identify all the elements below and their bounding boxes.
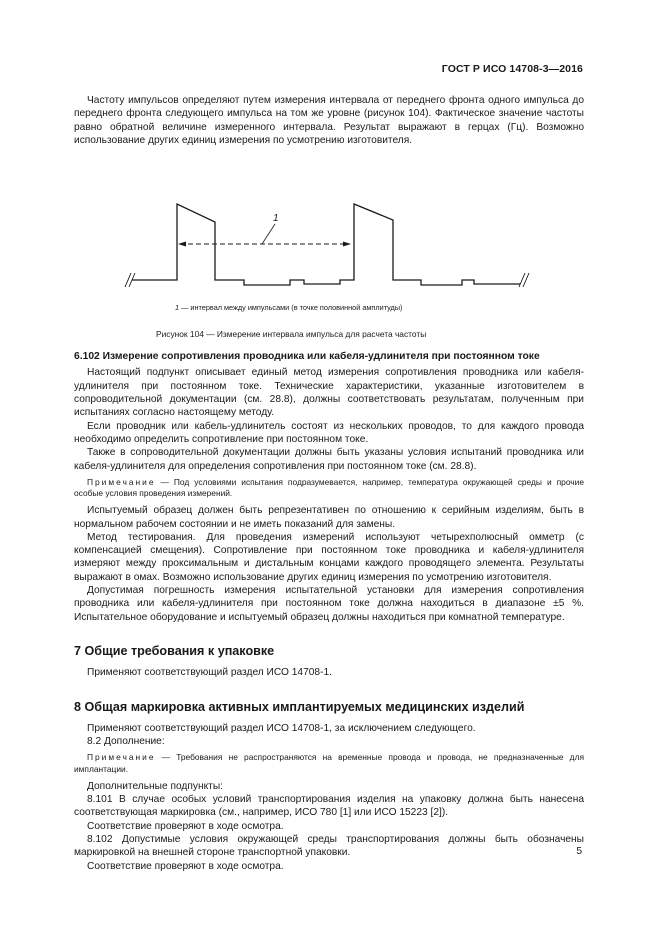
note-text: — Под условиями испытания подразумевается, например, температура окружающей среды и прочие особые условия проведения измерений.	[74, 476, 584, 499]
page-header-standard: ГОСТ Р ИСО 14708-3—2016	[441, 63, 583, 75]
paragraph: 8.102 Допустимые условия окружающей среды транспортирования должны быть обозначены маркировкой на внешней стороне транспортной упаковки.	[74, 834, 584, 859]
paragraph: Дополнительные подпункты:	[87, 780, 224, 792]
intro-paragraph: Частоту импульсов определяют путем измерения интервала от переднего фронта одного импульса до переднего фронта следующего импульса на том же уровне (рисунок 104). Фактическое значение частоты равно обратной величине измеренного интервала. Результат выражают в герцах (Гц). Возможно использование других единиц измерения по усмотрению изготовителя.	[74, 95, 584, 146]
legend-number: 1	[175, 303, 180, 313]
paragraph: Испытуемый образец должен быть репрезентативен по отношению к серийным изделиям, быть в нормальном рабочем состоянии и не иметь показаний для замены.	[74, 505, 584, 530]
section-8-heading: 8 Общая маркировка активных имплантируемых медицинских изделий	[74, 699, 525, 714]
figure-caption: Рисунок 104 — Измерение интервала импульса для расчета частоты	[156, 329, 427, 340]
paragraph: Метод тестирования. Для проведения измерений используют четырехполюсный омметр (с компенсацией смещения). Сопротивление при постоянном токе проводника и кабеля-удлинителя измеряют между проксимальным и дистальным концами каждого проводящего элемента. Результаты выражают в омах. Возможно использование других единиц измерения по усмотрению изготовителя.	[74, 531, 584, 583]
figure-legend	[175, 301, 402, 314]
section-7-heading: 7 Общие требования к упаковке	[74, 643, 275, 658]
paragraph: Применяют соответствующий раздел ИСО 14708-1.	[87, 667, 332, 679]
paragraph: Настоящий подпункт описывает единый метод измерения сопротивления проводника или кабеля-удлинителя при постоянном токе. Технические характеристики, указанные изготовителем в сопроводительной документации (см. 28.8), должны соответствовать результатам, полученным при испытаниях согласно настоящему методу.	[74, 367, 584, 419]
page-content	[74, 94, 584, 873]
paragraph: Также в сопроводительной документации должны быть указаны условия испытаний проводника или кабеля-удлинителя для определения сопротивления при постоянном токе (см. 28.8).	[74, 447, 584, 472]
paragraph: Если проводник или кабель-удлинитель состоят из нескольких проводов, то для каждого провода необходимо определить сопротивление при постоянном токе.	[74, 420, 584, 445]
note-6-102	[74, 477, 584, 499]
pulse-diagram	[122, 163, 532, 293]
note-8-2	[74, 752, 584, 774]
interval-dimension	[178, 224, 351, 247]
paragraph: Соответствие проверяют в ходе осмотра.	[87, 860, 284, 872]
page-number: 5	[576, 846, 582, 857]
paragraph: 8.101 В случае особых условий транспортирования изделия на упаковку должна быть нанесена соответствующая маркировка (см., например, ИСО 780 [1] или ИСО 15223 [2]).	[74, 794, 584, 819]
pulse-waveform	[132, 204, 520, 285]
paragraph: 8.2 Дополнение:	[87, 736, 165, 748]
paragraph: Применяют соответствующий раздел ИСО 14708-1, за исключением следующего.	[87, 722, 476, 734]
note-text: — Требования не распространяются на временные провода и провода, не предназначенные для имплантации.	[74, 752, 584, 774]
paragraph: Допустимая погрешность измерения испытательной установки для измерения сопротивления проводника или кабеля-удлинителя при постоянном токе должна находиться в диапазоне ±5 %. Испытательное оборудование и испытуемый образец должны находиться при комнатной температуре.	[74, 585, 584, 623]
interval-label-number: 1	[273, 213, 279, 225]
paragraph: Соответствие проверяют в ходе осмотра.	[87, 820, 284, 832]
legend-text: — интервал между импульсами (в точке половинной амплитуды)	[179, 303, 403, 313]
subsection-6-102-heading: 6.102 Измерение сопротивления проводника или кабеля-удлинителя при постоянном токе	[74, 351, 540, 363]
note-label: Примечание	[87, 752, 156, 763]
note-label: Примечание	[87, 476, 156, 487]
figure-104	[74, 149, 584, 344]
